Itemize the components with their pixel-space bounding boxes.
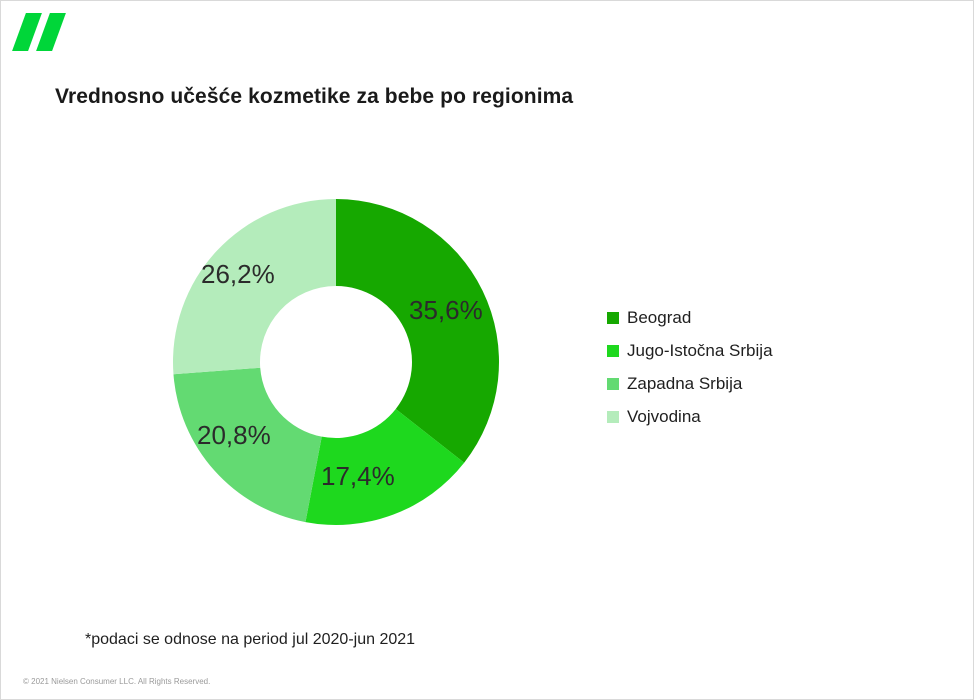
copyright-notice: © 2021 Nielsen Consumer LLC. All Rights Reserved. <box>23 677 211 686</box>
legend-swatch-icon <box>607 345 619 357</box>
legend-swatch-icon <box>607 312 619 324</box>
legend-label: Vojvodina <box>627 406 701 426</box>
chart-footnote: *podaci se odnose na period jul 2020-jun 2021 <box>85 631 416 648</box>
slice-label-vojvodina: 26,2% <box>201 259 275 289</box>
chart-legend <box>607 301 867 433</box>
nielsen-logo <box>13 13 67 51</box>
slice-label-zapadna-srbija: 20,8% <box>197 420 271 450</box>
legend-swatch-icon <box>607 378 619 390</box>
logo-bar-right <box>36 13 66 51</box>
legend-item-zapadna-srbija[interactable] <box>607 367 867 400</box>
chart-title: Vrednosno učešće kozmetike za bebe po regionima <box>55 85 574 108</box>
legend-label: Jugo-Istočna Srbija <box>627 340 773 360</box>
legend-label: Beograd <box>627 307 692 327</box>
legend-item-beograd[interactable] <box>607 301 867 334</box>
legend-item-vojvodina[interactable] <box>607 400 867 433</box>
slice-label-jugo-istocna-srbija: 17,4% <box>321 461 395 491</box>
legend-item-jugo-istocna-srbija[interactable] <box>607 334 867 367</box>
donut-slice[interactable] <box>336 199 499 463</box>
donut-chart <box>171 197 501 527</box>
legend-label: Zapadna Srbija <box>627 373 743 393</box>
legend-swatch-icon <box>607 411 619 423</box>
slice-label-beograd: 35,6% <box>409 295 483 325</box>
